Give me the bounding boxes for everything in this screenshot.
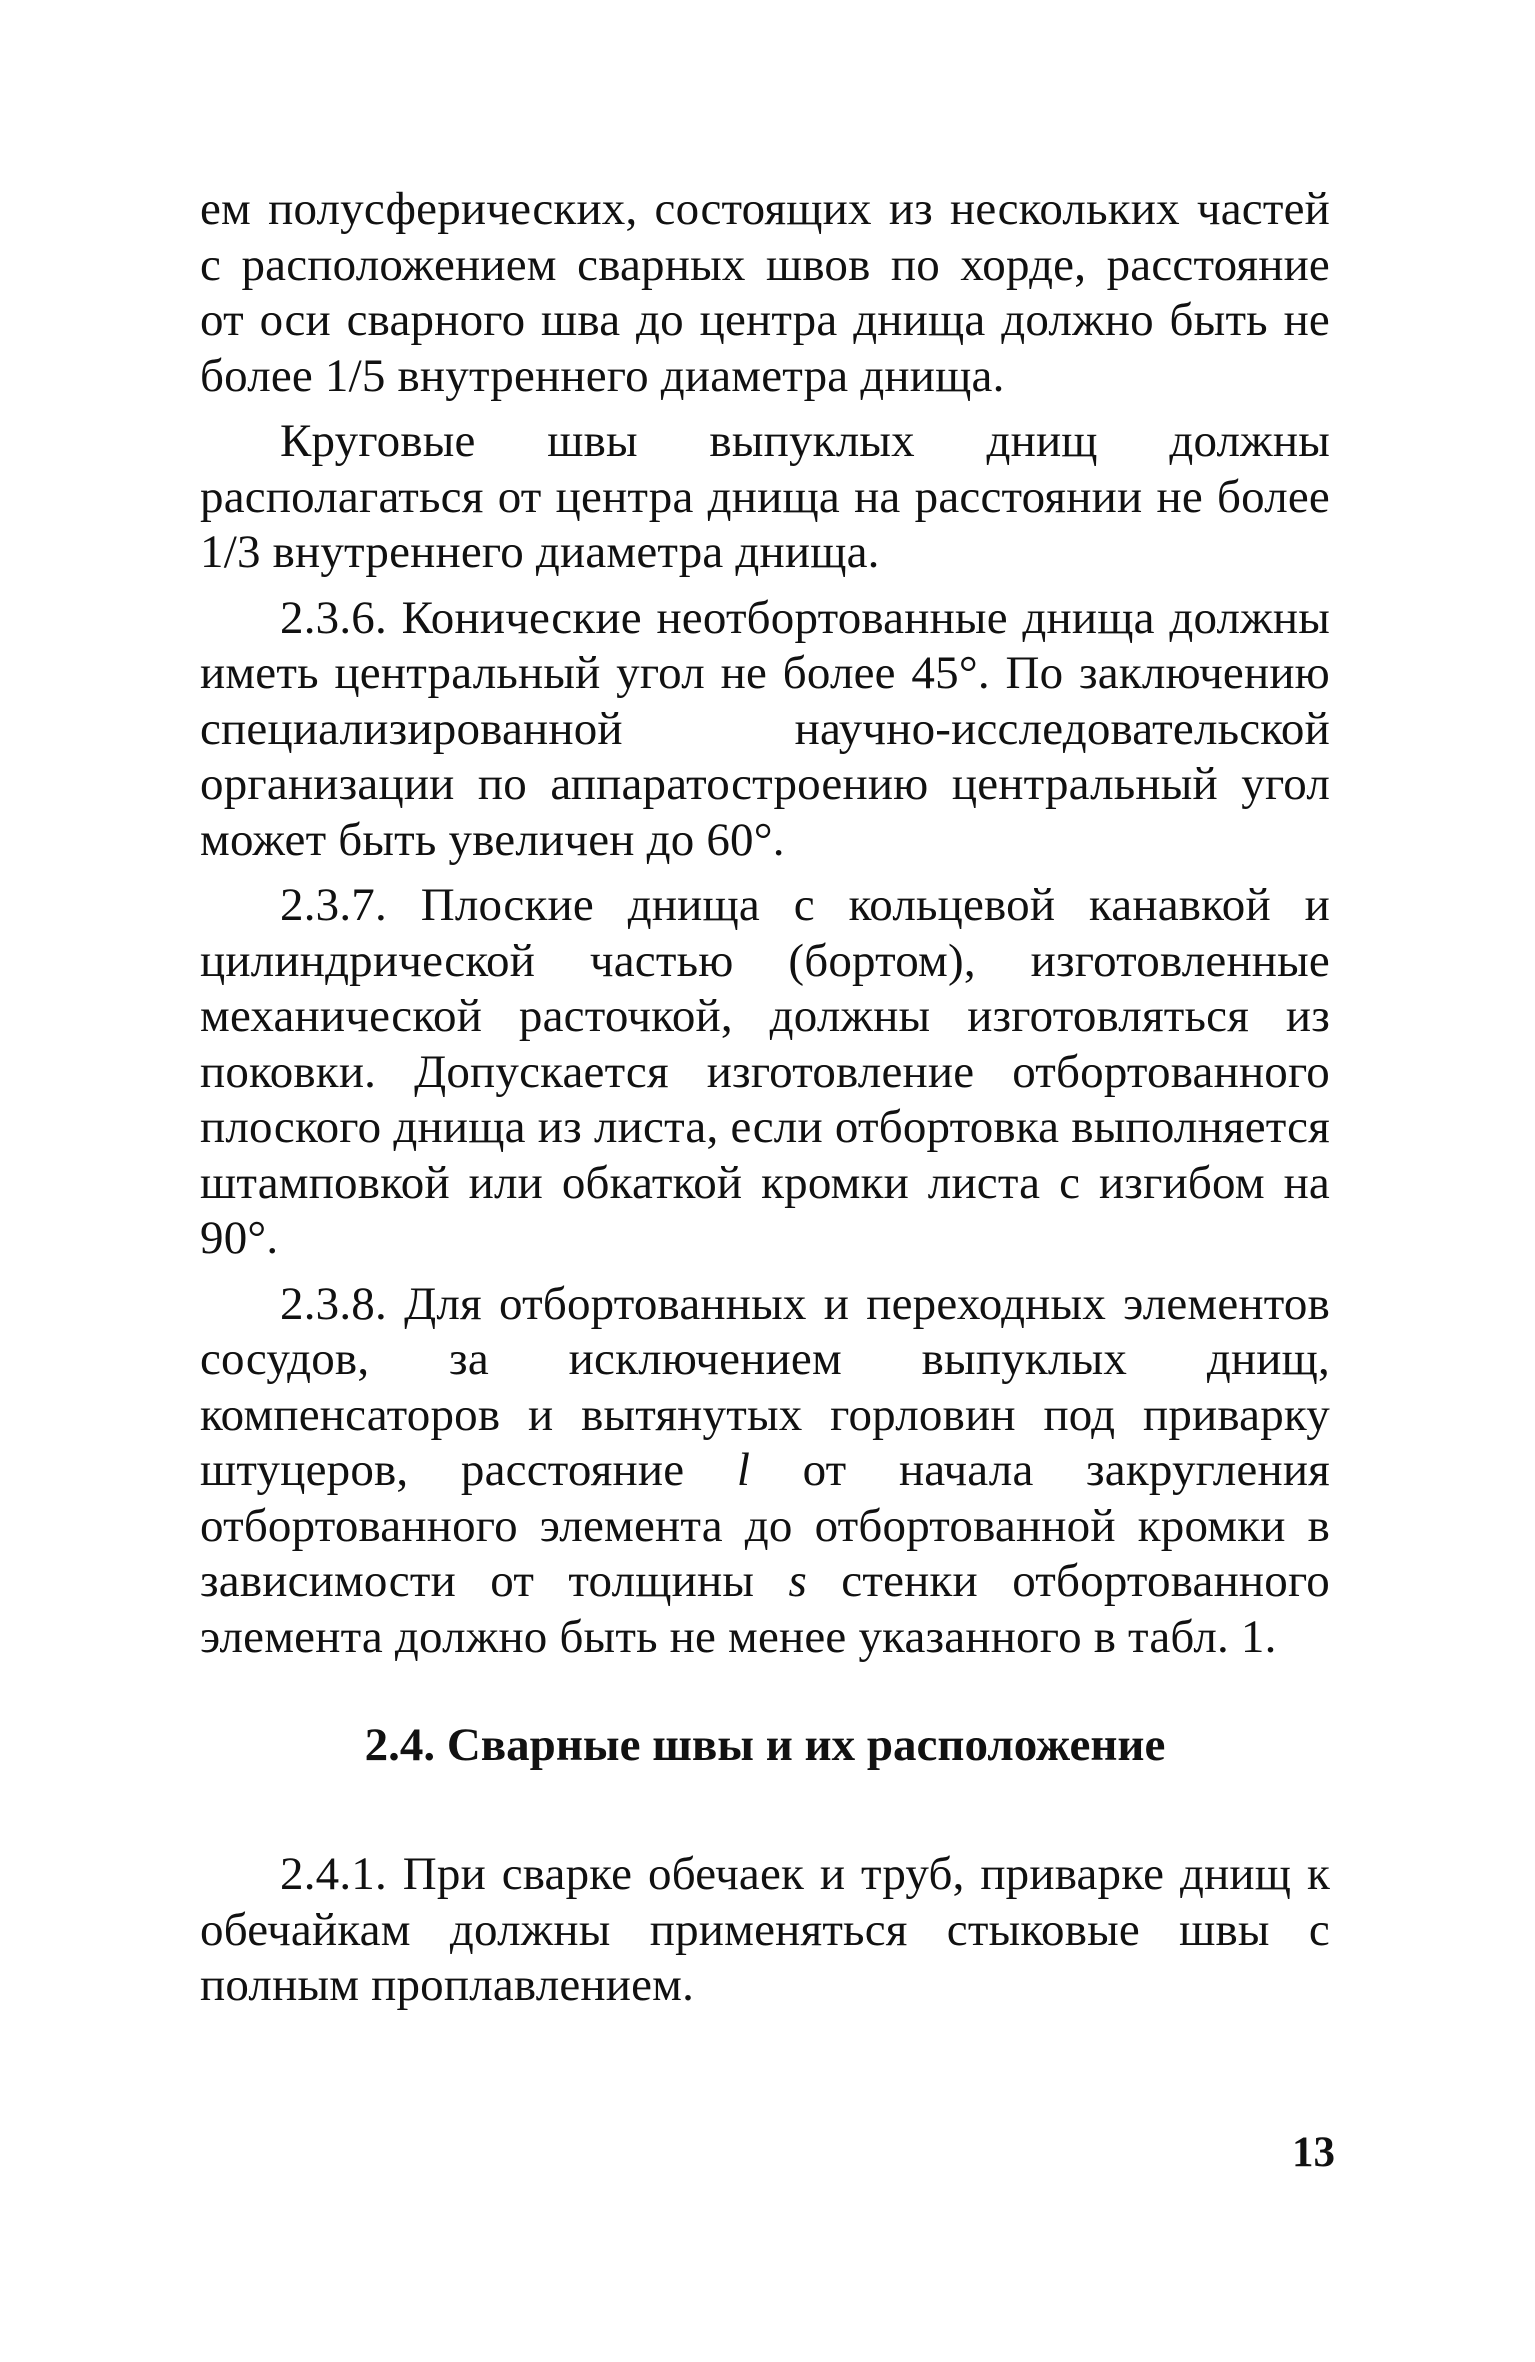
clause-2-3-8-part3: стенки отбортованного элемента должно быть не менее указанного в табл. 1. <box>200 1555 1330 1663</box>
body-text-top <box>200 182 1330 1665</box>
body-text-bottom <box>200 1847 1330 2014</box>
clause-2-3-8-part2: от начала закругления отбортованного элемента до отбортованной кромки в зависимости от толщины <box>200 1444 1330 1607</box>
paragraph-circular-seams: Круговые швы выпуклых днищ должны располагаться от центра днища на расстоянии не более 1/3 внутреннего диаметра днища. <box>200 415 1330 578</box>
paragraph-continuation: ем полусферических, состоящих из нескольких частей с расположением сварных швов по хорде, расстояние от оси сварного шва до центра днища должно быть не более 1/5 внутреннего диаметра днища. <box>200 183 1330 402</box>
symbol-l: l <box>736 1444 751 1496</box>
paragraph-clause-2-3-6: 2.3.6. Конические неотбортованные днища должны иметь центральный угол не более 45°. По заключению специализированной научно-исследовательской организации по аппаратостроению центральный угол может быть увеличен до 60°. <box>200 591 1330 866</box>
page-number: 13 <box>1292 2129 1335 2176</box>
symbol-s: s <box>788 1555 807 1607</box>
section-heading: 2.4. Сварные швы и их расположение <box>364 1719 1166 1771</box>
paragraph-clause-2-3-7: 2.3.7. Плоские днища с кольцевой канавкой и цилиндрической частью (бортом), изготовленные механической расточкой, должны изготовляться из поковки. Допускается изготовление отбортованного плоского днища из листа, если отбортовка выполняется штамповкой или обкаткой кромки листа с изгибом на 90°. <box>200 879 1330 1264</box>
paragraph-clause-2-3-8 <box>200 1277 1330 1666</box>
clause-2-3-8-part1: 2.3.8. Для отбортованных и переходных элементов сосудов, за исключением выпуклых днищ, компенсаторов и вытянутых горловин под приварку штуцеров, расстояние <box>200 1277 1330 1496</box>
paragraph-clause-2-4-1: 2.4.1. При сварке обечаек и труб, приварке днищ к обечайкам должны применяться стыковые швы с полным проплавлением. <box>200 1848 1330 2011</box>
